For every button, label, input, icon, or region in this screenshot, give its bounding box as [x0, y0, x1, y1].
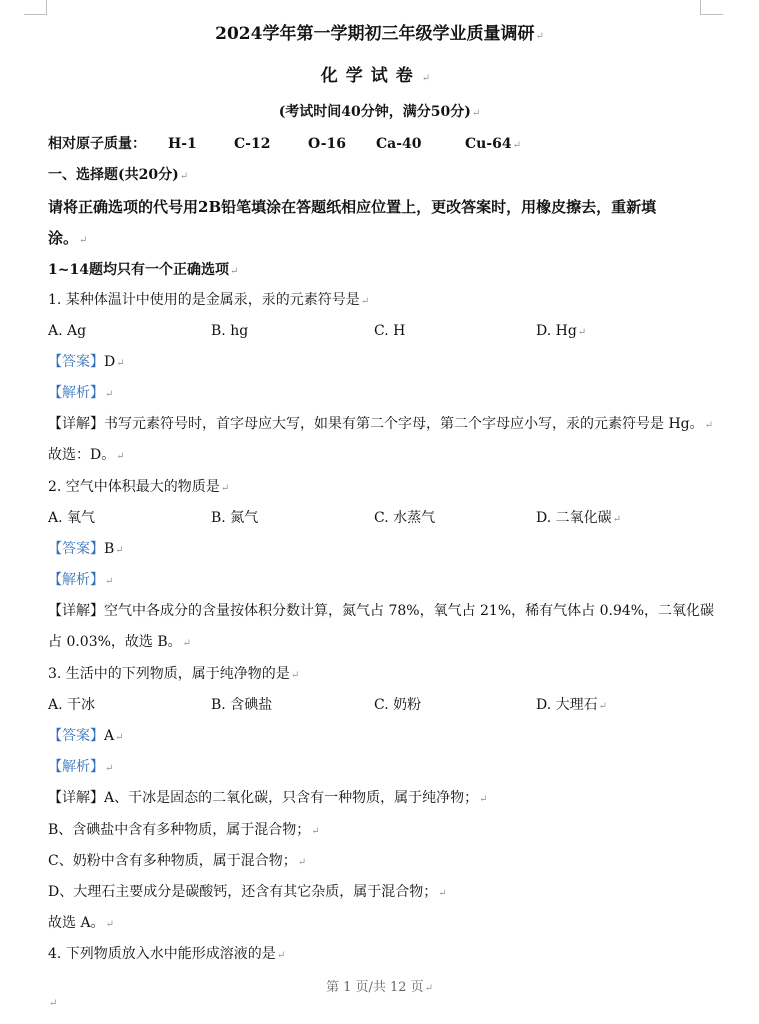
question-2-option-b: B. 氮气	[211, 510, 259, 526]
crop-mark-top-left	[24, 0, 47, 15]
atomic-mass-ca: Ca-40	[376, 136, 422, 152]
page-number: 第 1 页/共 12 页↵	[325, 980, 434, 995]
instruction-line-2: 涂。↵	[48, 229, 88, 247]
question-2-detail-cont: 占 0.03%，故选 B。↵	[48, 634, 192, 650]
question-1-option-b: B. hg	[211, 323, 249, 339]
atomic-mass-o: O-16	[308, 136, 347, 152]
question-4-stem: 4. 下列物质放入水中能形成溶液的是↵	[48, 946, 286, 962]
question-3-option-d: D. 大理石↵	[536, 697, 608, 713]
question-2-stem: 2. 空气中体积最大的物质是↵	[48, 479, 230, 495]
question-3-detail-b: B、含碘盐中含有多种物质，属于混合物；↵	[48, 822, 320, 838]
question-3-stem: 3. 生活中的下列物质，属于纯净物的是↵	[48, 666, 300, 682]
trailing-paragraph-mark: ↵	[49, 998, 58, 1009]
question-1-analysis: 【解析】↵	[48, 385, 114, 401]
question-3-analysis: 【解析】↵	[48, 759, 114, 775]
question-2-answer: 【答案】B↵	[48, 541, 124, 557]
question-2-option-a: A. 氧气	[48, 510, 96, 526]
subject-title: 化学试卷↵	[320, 66, 439, 86]
question-1-option-c: C. H	[374, 323, 406, 339]
question-2-option-d: D. 二氧化碳↵	[536, 510, 622, 526]
exam-info: (考试时间40分钟，满分50分)↵	[278, 104, 481, 120]
question-3-detail-d: D、大理石主要成分是碳酸钙，还含有其它杂质，属于混合物；↵	[48, 884, 447, 900]
exam-title: 2024学年第一学期初三年级学业质量调研↵	[215, 24, 544, 44]
atomic-masses-label: 相对原子质量：	[48, 136, 146, 152]
question-1-detail: 【详解】书写元素符号时，首字母应大写，如果有第二个字母，第二个字母应小写，汞的元素符号是 Hg。↵	[48, 416, 714, 432]
question-1-conclusion: 故选：D。↵	[48, 447, 125, 463]
section-heading: 一、选择题(共20分)↵	[48, 167, 189, 183]
question-3-option-b: B. 含碘盐	[211, 697, 273, 713]
question-2-analysis: 【解析】↵	[48, 572, 114, 588]
question-3-answer: 【答案】A↵	[48, 728, 124, 744]
instruction-line-1: 请将正确选项的代号用2B铅笔填涂在答题纸相应位置上，更改答案时，用橡皮擦去，重新填	[48, 198, 657, 216]
question-1-option-a: A. Ag	[48, 323, 87, 339]
section-subheading: 1~14题均只有一个正确选项↵	[48, 262, 239, 278]
question-1-option-d: D. Hg↵	[536, 323, 587, 339]
atomic-mass-h: H-1	[168, 136, 197, 152]
question-1-answer: 【答案】D↵	[48, 354, 125, 370]
question-2-detail: 【详解】空气中各成分的含量按体积分数计算，氮气占 78%，氧气占 21%，稀有气体占 0.94%，二氧化碳	[48, 603, 715, 619]
question-2-option-c: C. 水蒸气	[374, 510, 436, 526]
question-3-conclusion: 故选 A。↵	[48, 915, 114, 931]
atomic-mass-c: C-12	[234, 136, 271, 152]
question-3-option-c: C. 奶粉	[374, 697, 422, 713]
question-1-stem: 1. 某种体温计中使用的是金属汞，汞的元素符号是↵	[48, 292, 370, 308]
question-3-detail-a: 【详解】A、干冰是固态的二氧化碳，只含有一种物质，属于纯净物；↵	[48, 790, 488, 806]
question-3-detail-c: C、奶粉中含有多种物质，属于混合物；↵	[48, 853, 307, 869]
atomic-mass-cu: Cu-64↵	[465, 136, 522, 152]
question-3-option-a: A. 干冰	[48, 697, 96, 713]
crop-mark-top-right	[700, 0, 723, 15]
